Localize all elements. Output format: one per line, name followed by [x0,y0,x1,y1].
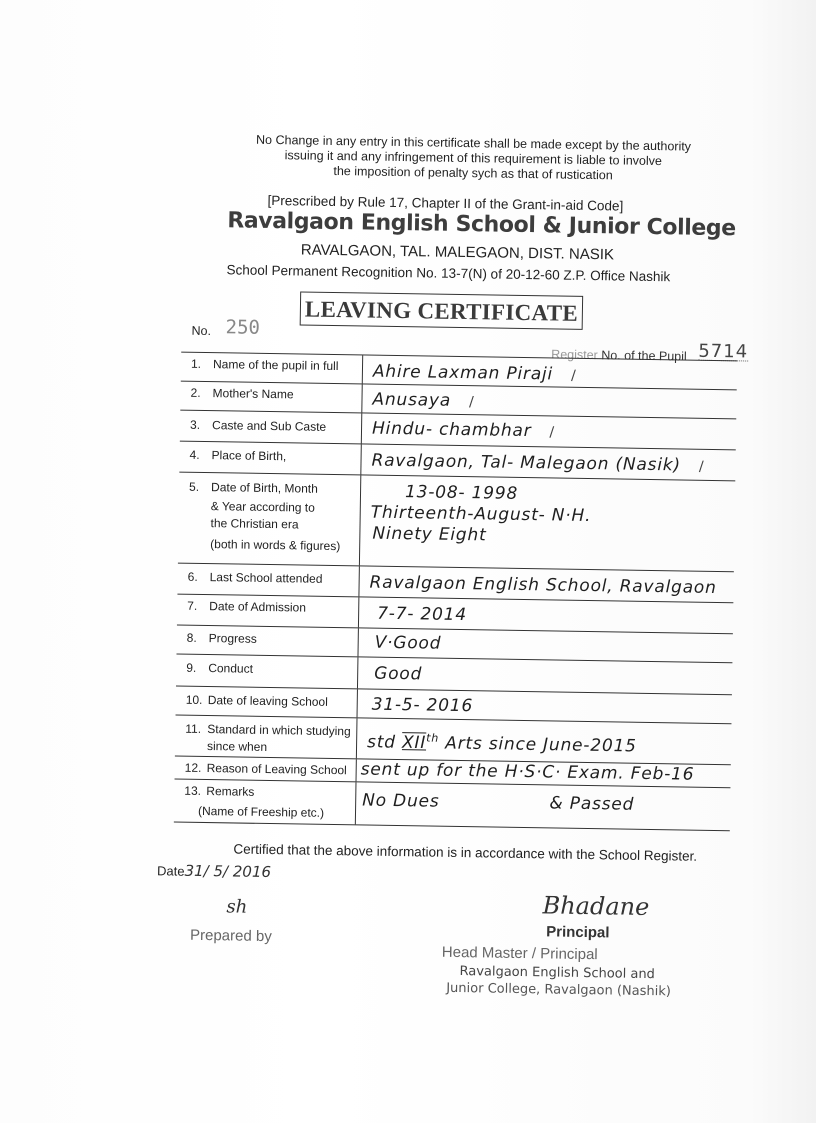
field-label: 4. Place of Birth, [179,442,361,475]
table-row [178,472,735,572]
school-name: Ravalgaon English School & Junior College [227,208,736,242]
school-address: RAVALGAON, TAL. MALEGAON, DIST. NASIK [300,241,615,264]
field-value-birthplace: Ravalgaon, Tal- Malegaon (Nasik) / [371,450,705,476]
field-value-standard: std XIIth Arts since June-2015 [366,731,637,757]
field-value-dob: 13-08- 1998 Thirteenth-August- N·H. Ninety Eight [370,482,592,546]
field-value-caste: Hindu- chambhar / [371,418,556,442]
school-stamp-line: Junior College, Ravalgaon (Nashik) [446,980,672,1000]
field-label: 2. Mother's Name [180,382,362,413]
certificate-no-label: No. [191,323,212,339]
field-label: 11. Standard in which studying since when [175,716,358,759]
prepared-by-signature: sh [226,896,248,918]
field-value-progress: V·Good [374,632,442,654]
field-value-remarks: No Dues & Passed [362,790,635,815]
field-value-leaving-date: 31-5- 2016 [371,694,474,717]
head-master-label: Head Master / Principal [441,943,598,964]
field-label: 9. Conduct [176,655,358,689]
field-value-reason: sent up for the H·S·C· Exam. Feb-16 [360,759,695,785]
field-label: 8. Progress [176,626,358,657]
field-value-conduct: Good [374,663,423,685]
certificate-no-value: 250 [225,316,261,339]
field-label: 13. Remarks (Name of Freeship etc.) [174,780,357,825]
field-label: 5. Date of Birth, Month & Year according to the Christian era (both in words & figures) [178,473,361,566]
school-stamp-line: Ravalgaon English School and [459,964,655,983]
principal-stamp: Principal [546,923,610,942]
details-table [174,352,737,832]
prepared-by-label: Prepared by [189,926,272,946]
field-value-admission: 7-7- 2014 [376,603,468,626]
register-label-text: No. of the Pupil [601,348,687,364]
field-label: 12. Reason of Leaving School [175,757,357,782]
date-label: Date [156,863,185,879]
field-value-mother: Anusaya / [372,389,475,411]
recognition-number: School Permanent Recognition No. 13-7(N) of 20-12-60 Z.P. Office Nashik [226,262,671,285]
field-value-name: Ahire Laxman Piraji / [372,361,577,385]
field-label: 3. Caste and Sub Caste [180,411,362,444]
register-no-value: 5714 [698,340,749,363]
notice-line: the imposition of penalty sych as that of rustication [333,163,613,183]
notice-line: No Change in any entry in this certificate shall be made except by the authority [255,132,692,154]
certification-statement: Certified that the above information is in accordance with the School Register. [233,841,698,864]
field-label: 10. Date of leaving School [176,687,358,718]
field-label: 1. Name of the pupil in full [181,353,363,384]
prescribed-rule: [Prescribed by Rule 17, Chapter II of the Grant-in-aid Code] [267,192,624,214]
notice-line: issuing it and any infringement of this requirement is liable to involve [284,148,663,169]
issue-date [157,861,271,881]
date-value: 31/ 5/ 2016 [184,861,272,882]
certificate-title: LEAVING CERTIFICATE [300,291,584,329]
field-label: 7. Date of Admission [177,595,359,628]
notice-text [238,132,709,184]
principal-signature: Bhadane [542,891,650,922]
field-value-last-school: Ravalgaon English School, Ravalgaon [369,572,717,599]
table-row [174,779,731,832]
register-label-faint: Register [551,347,598,363]
field-label: 6. Last School attended [177,564,359,597]
